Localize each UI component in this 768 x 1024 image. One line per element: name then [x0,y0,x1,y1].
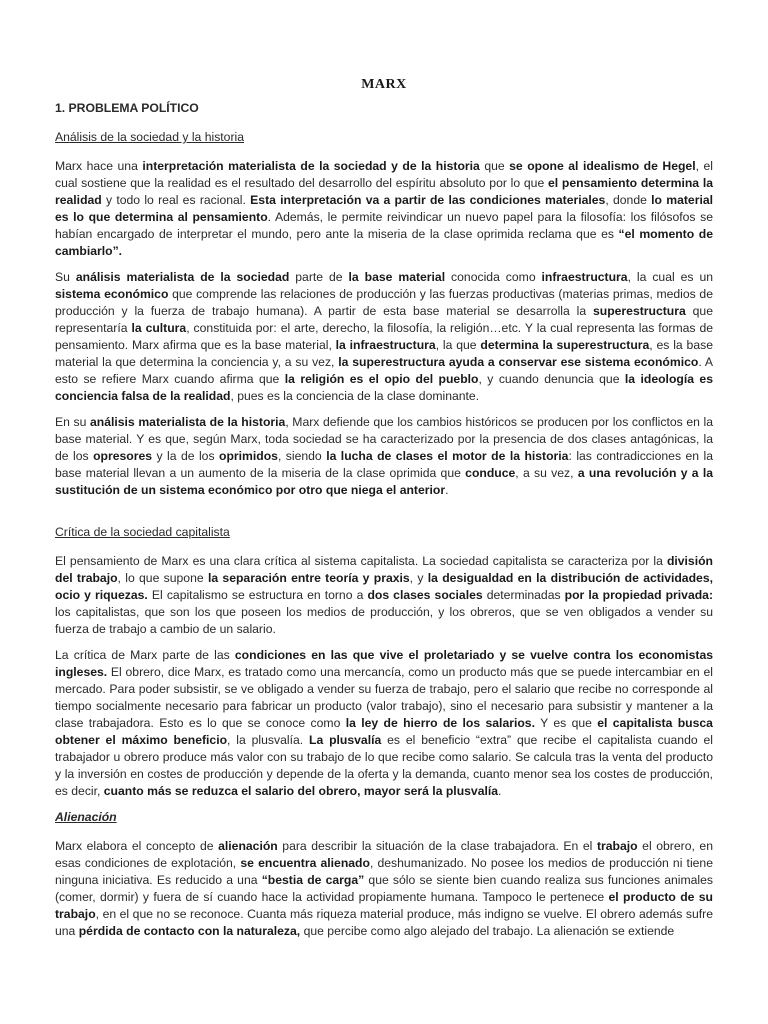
emphasized-text: pérdida de contacto con la naturaleza, [78,924,301,938]
text-run: que comprende las relaciones de producción y las fuerzas productivas (materias primas, medios de producción y la fuerza de trabajo humana). A partir de esta base material se desarrolla la [55,287,713,318]
emphasized-text: opresores [93,449,152,463]
emphasized-text: la infraestructura [335,338,436,352]
text-run: La crítica de Marx parte de las [55,648,235,662]
emphasized-text: a una revolución y a la sustitución de un sistema económico por otro que niega el anterior [55,466,713,497]
text-run: , y cuando denuncia que [478,372,625,386]
text-run: determinadas [482,588,565,602]
text-run: Marx elabora el concepto de [55,839,219,853]
text-run: el obrero, en esas condiciones de explotación, [55,839,713,870]
paragraph [55,414,713,499]
text-run: que percibe como algo alejado del trabajo. La alienación se extiende [300,924,675,938]
text-run: , la que [435,338,481,352]
text-run: , y [409,571,428,585]
emphasized-text: el capitalista busca obtener el máximo beneficio [55,716,713,747]
text-run: , donde [605,193,652,207]
paragraph [55,647,713,800]
emphasized-text: oprimidos [219,449,278,463]
emphasized-text: sistema económico [55,287,169,301]
section-gap [55,508,713,524]
text-run: . [445,483,449,497]
text-run: parte de [289,270,349,284]
text-run: , a su vez, [515,466,578,480]
text-run: y la de los [152,449,220,463]
text-run: , constituida por: el arte, derecho, la filosofía, la religión…etc. Y la cual representa las formas de pensamiento. Marx afirma que es la base material, [55,321,714,352]
emphasized-text: cuanto más se reduzca el salario del obrero, mayor será la plusvalía [103,784,499,798]
emphasized-text: condiciones en las que vive el proletariado y se vuelve contra los economistas ingleses. [55,648,713,679]
emphasized-text: la base material [348,270,446,284]
text-run: , Marx defiende que los cambios históricos se producen por los conflictos en la base material. Y es que, según Marx, toda sociedad se ha caracterizado por la presencia de dos clases antagónicas, la de los [55,415,713,463]
emphasized-text: “bestia de carga” [261,873,365,887]
emphasized-text: “el momento de cambiarlo”. [55,227,713,258]
text-run: El pensamiento de Marx es una clara crítica al sistema capitalista. La sociedad capitalista se caracteriza por la [55,554,667,568]
emphasized-text: por la propiedad privada: [564,588,714,602]
text-run: , siendo [277,449,327,463]
paragraph [55,838,713,940]
text-run: , en el que no se reconoce. Cuanta más riqueza material produce, más indigno se vuelve. El obrero además sufre una [55,907,713,938]
text-run: , es la base material la que determina la conciencia y, a su vez, [55,338,713,369]
text-run: que [479,159,510,173]
emphasized-text: se opone al idealismo de Hegel [509,159,696,173]
text-run: , deshumanizado. No posee los medios de producción ni tiene ninguna iniciativa. Es reducido a una [55,856,713,887]
subheading-alienacion: Alienación [55,810,117,824]
emphasized-text: la ideología es conciencia falsa de la realidad [55,372,713,403]
text-run: que representaría [55,304,713,335]
emphasized-text: Esta interpretación va a partir de las condiciones materiales [250,193,606,207]
emphasized-text: la desigualdad en la distribución de actividades, ocio y riquezas. [55,571,713,602]
text-run: En su [55,415,90,429]
text-run: Y es que [534,716,598,730]
emphasized-text: infraestructura [541,270,628,284]
text-run: El capitalismo se estructura en torno a [147,588,368,602]
emphasized-text: análisis materialista de la sociedad [75,270,290,284]
subheading-analisis: Análisis de la sociedad y la historia [55,130,245,144]
text-run: , la cual es un [627,270,714,284]
emphasized-text: la separación entre teoría y praxis [207,571,410,585]
text-run: que sólo se siente bien cuando realiza sus funciones animales (comer, dormir) y fuera de sí cuando hace la actividad propiamente humana. Tampoco le pertenece [55,873,713,904]
emphasized-text: la ley de hierro de los salarios. [345,716,535,730]
emphasized-text: lo material es lo que determina al pensamiento [55,193,713,224]
document-body [55,100,713,949]
text-run: , el cual sostiene que la realidad es el resultado del desarrollo del espíritu absoluto por lo que [55,159,713,190]
text-run: Su [55,270,76,284]
text-run: . A esto se refiere Marx cuando afirma que [55,355,713,386]
paragraph [55,553,713,638]
paragraph [55,269,713,405]
paragraph [55,158,713,260]
text-run: , la plusvalía. [227,733,309,747]
text-run: Marx hace una [55,159,143,173]
emphasized-text: alienación [218,839,278,853]
document-title: MARX [361,77,407,92]
section-heading: 1. PROBLEMA POLÍTICO [55,101,199,115]
text-run: El obrero, dice Marx, es tratado como una mercancía, como un producto más que se puede intercambiar en el mercado. Para poder subsistir, se ve obligado a vender su fuerza de trabajo, pero el salario que recibe no corresponde al tiempo socialmente necesario para fabricar un producto (valor trabajo), sino el necesario para subsistir y mantener a la clase trabajadora. Esto es lo que se conoce como [55,665,713,730]
text-run: . [498,784,502,798]
text-run: , pues es la conciencia de la clase dominante. [230,389,480,403]
emphasized-text: superestructura [592,304,686,318]
text-run: los capitalistas, que son los que poseen los medios de producción, y los obreros, que se ven obligados a vender su fuerza de trabajo a cambio de un salario. [55,605,713,636]
emphasized-text: trabajo [596,839,638,853]
text-run: , lo que supone [117,571,208,585]
emphasized-text: conduce [465,466,516,480]
text-run: conocida como [445,270,542,284]
emphasized-text: análisis materialista de la historia [90,415,286,429]
emphasized-text: La plusvalía [309,733,382,747]
emphasized-text: se encuentra alienado [240,856,370,870]
emphasized-text: la cultura [131,321,187,335]
text-run: : las contradicciones en la base material llevan a un aumento de la miseria de la clase oprimida que [55,449,714,480]
text-run: es el beneficio “extra” que recibe el capitalista cuando el trabajador u obrero produce más valor con su trabajo de lo que recibe como salario. Se calcula tras la venta del producto y la inversión en costes de producción y depende de la oferta y la demanda, cuanto menor sea los costes de producción, es decir, [55,733,713,798]
subheading-critica: Crítica de la sociedad capitalista [55,525,230,539]
emphasized-text: dos clases sociales [367,588,483,602]
emphasized-text: el pensamiento determina la realidad [55,176,713,207]
text-run: y todo lo real es racional. [101,193,251,207]
emphasized-text: la religión es el opio del pueblo [284,372,479,386]
text-run: . Además, le permite reivindicar un nuevo papel para la filosofía: los filósofos se habían encargado de interpretar el mundo, pero ante la miseria de la clase oprimida reclama que es [55,210,713,241]
emphasized-text: el producto de su trabajo [55,890,714,921]
text-run: para describir la situación de la clase trabajadora. En el [277,839,597,853]
emphasized-text: determina la superestructura [480,338,650,352]
emphasized-text: la superestructura ayuda a conservar ese sistema económico [338,355,699,369]
emphasized-text: la lucha de clases el motor de la historia [326,449,569,463]
emphasized-text: interpretación materialista de la sociedad y de la historia [142,159,480,173]
emphasized-text: división del trabajo [55,554,713,585]
